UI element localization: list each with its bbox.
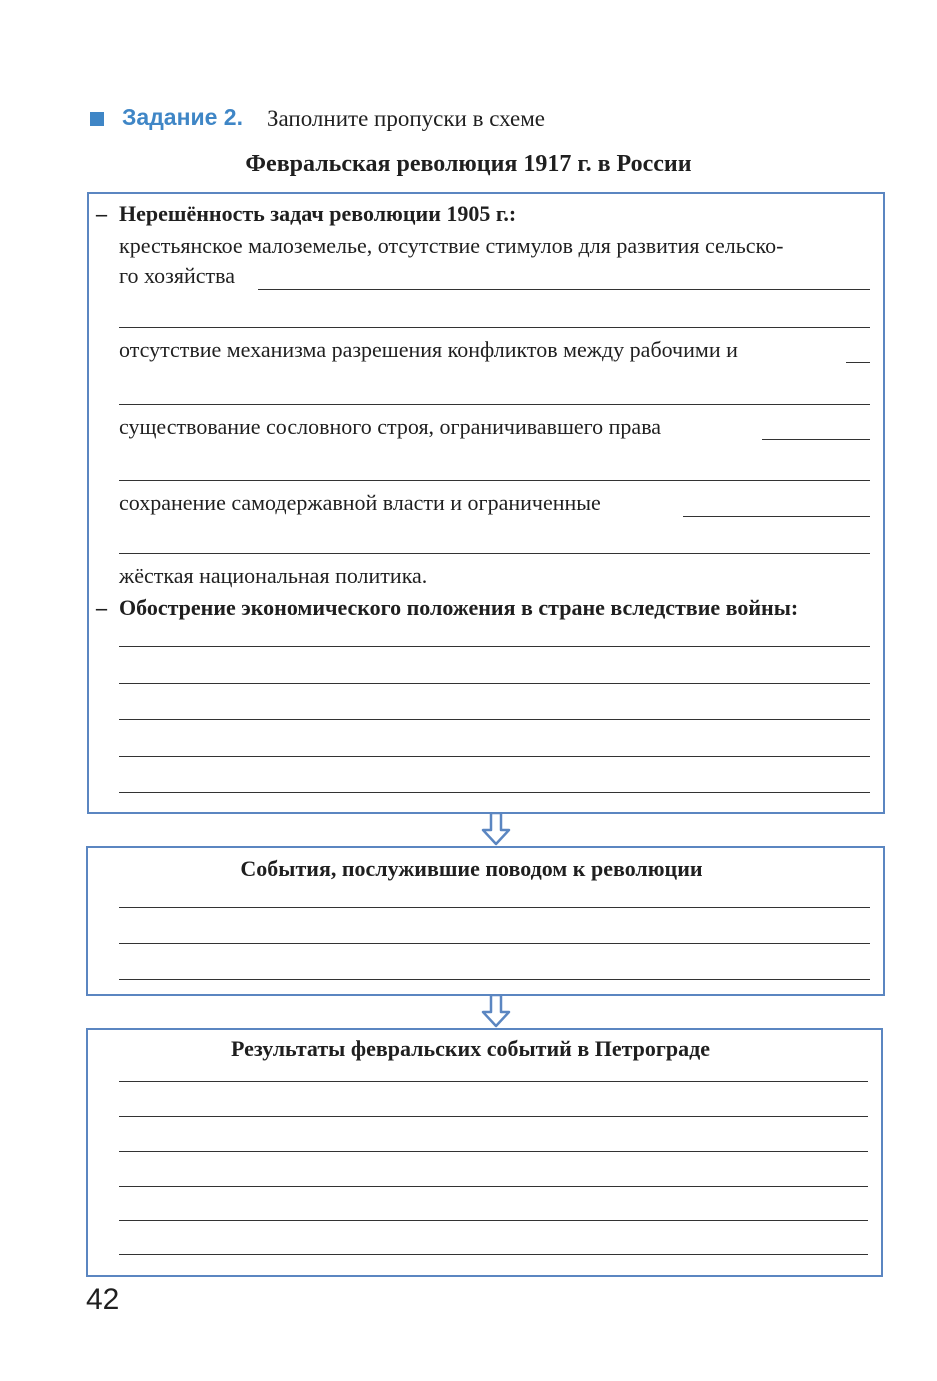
fill-line[interactable]	[762, 439, 870, 440]
fill-line[interactable]	[119, 683, 870, 684]
fill-line[interactable]	[846, 362, 870, 363]
events-box-title: События, послужившие поводом к революции	[240, 856, 703, 881]
down-arrow-icon	[480, 994, 512, 1028]
cause-text-b: го хозяйства	[119, 263, 235, 288]
fill-line[interactable]	[119, 943, 870, 944]
cause-heading-2: Обострение экономического положения в стране вследствие войны:	[119, 595, 799, 620]
cause-text-d: существование сословного строя, ограничивавшего права	[119, 414, 662, 439]
cause-heading-1: Нерешённость задач революции 1905 г.:	[119, 201, 517, 226]
fill-line[interactable]	[119, 1116, 868, 1117]
fill-line[interactable]	[119, 480, 870, 481]
fill-line[interactable]	[119, 327, 870, 328]
fill-line[interactable]	[119, 1151, 868, 1152]
fill-line[interactable]	[119, 979, 870, 980]
page-number: 42	[86, 1283, 120, 1316]
results-box-title: Результаты февральских событий в Петрограде	[230, 1036, 711, 1061]
cause-text-e: сохранение самодержавной власти и ограниченные	[119, 490, 601, 515]
task-instruction: Заполните пропуски в схеме	[267, 106, 546, 131]
fill-line[interactable]	[119, 1220, 868, 1221]
task-marker	[90, 112, 104, 126]
fill-line[interactable]	[119, 719, 870, 720]
fill-line[interactable]	[119, 792, 870, 793]
fill-line[interactable]	[119, 404, 870, 405]
fill-line[interactable]	[119, 553, 870, 554]
fill-line[interactable]	[119, 907, 870, 908]
cause-text-a: крестьянское малоземелье, отсутствие стимулов для развития сельско-	[119, 233, 784, 258]
fill-line[interactable]	[683, 516, 870, 517]
bullet-dash: –	[96, 595, 107, 620]
scheme-title: Февральская революция 1917 г. в России	[245, 151, 692, 177]
cause-text-c: отсутствие механизма разрешения конфликтов между рабочими и	[119, 337, 738, 362]
cause-text-f: жёсткая национальная политика.	[119, 563, 428, 588]
fill-line[interactable]	[119, 1186, 868, 1187]
results-box	[86, 1028, 883, 1277]
events-box	[86, 846, 885, 996]
down-arrow-icon	[480, 812, 512, 846]
task-label: Задание 2.	[122, 104, 243, 130]
fill-line[interactable]	[119, 756, 870, 757]
fill-line[interactable]	[119, 646, 870, 647]
fill-line[interactable]	[119, 1081, 868, 1082]
fill-line[interactable]	[119, 1254, 868, 1255]
bullet-dash: –	[96, 201, 107, 226]
fill-line[interactable]	[258, 289, 870, 290]
